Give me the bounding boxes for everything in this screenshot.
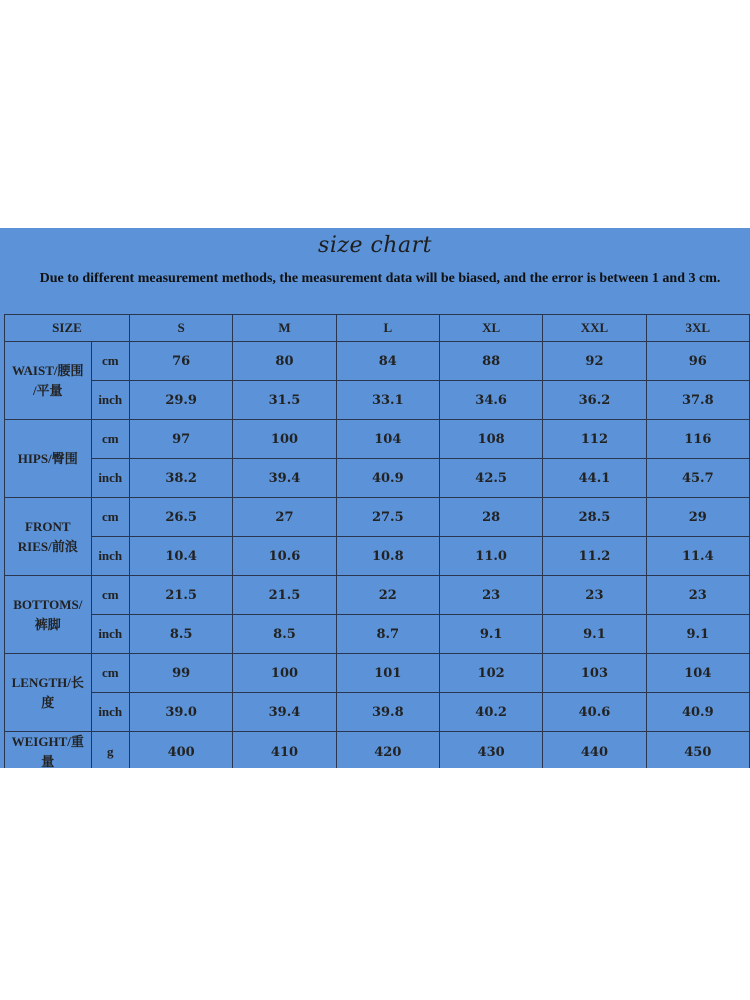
value-cell: 33.1 (336, 381, 439, 420)
measurement-label (5, 654, 92, 732)
unit-cell: cm (91, 342, 129, 381)
value-cell: 9.1 (543, 615, 646, 654)
value-cell: 29 (646, 498, 749, 537)
value-cell: 430 (439, 732, 542, 769)
value-cell: 26.5 (129, 498, 232, 537)
value-cell: 11.2 (543, 537, 646, 576)
value-cell: 100 (233, 654, 336, 693)
unit-cell: g (91, 732, 129, 769)
value-cell: 40.6 (543, 693, 646, 732)
measurement-label-line: 度 (41, 694, 55, 710)
value-cell: 11.4 (646, 537, 749, 576)
value-cell: 450 (646, 732, 749, 769)
value-cell: 102 (439, 654, 542, 693)
value-cell: 28 (439, 498, 542, 537)
unit-cell: cm (91, 498, 129, 537)
size-header-label: SIZE (5, 315, 130, 342)
value-cell: 27 (233, 498, 336, 537)
value-cell: 39.4 (233, 459, 336, 498)
value-cell: 44.1 (543, 459, 646, 498)
value-cell: 96 (646, 342, 749, 381)
unit-cell: cm (91, 576, 129, 615)
unit-cell: cm (91, 654, 129, 693)
value-cell: 112 (543, 420, 646, 459)
measurement-label-line: BOTTOMS/ (13, 596, 83, 612)
value-cell: 101 (336, 654, 439, 693)
value-cell: 8.7 (336, 615, 439, 654)
unit-cell: inch (91, 615, 129, 654)
value-cell: 88 (439, 342, 542, 381)
value-cell: 38.2 (129, 459, 232, 498)
value-cell: 23 (439, 576, 542, 615)
size-header-cell: XXL (543, 315, 646, 342)
value-cell: 31.5 (233, 381, 336, 420)
size-header-cell: S (129, 315, 232, 342)
measurement-row (5, 537, 750, 576)
value-cell: 21.5 (129, 576, 232, 615)
value-cell: 400 (129, 732, 232, 769)
unit-cell: inch (91, 381, 129, 420)
measurement-label (5, 732, 92, 769)
measurement-label-line: WEIGHT/重 (11, 734, 84, 749)
value-cell: 80 (233, 342, 336, 381)
value-cell: 39.4 (233, 693, 336, 732)
value-cell: 27.5 (336, 498, 439, 537)
value-cell: 99 (129, 654, 232, 693)
measurement-label-line: FRONT (25, 518, 71, 534)
value-cell: 92 (543, 342, 646, 381)
value-cell: 103 (543, 654, 646, 693)
chart-title: size chart (318, 233, 432, 258)
measurement-row (5, 576, 750, 615)
measurement-row (5, 732, 750, 769)
measurement-row (5, 693, 750, 732)
value-cell: 76 (129, 342, 232, 381)
value-cell: 45.7 (646, 459, 749, 498)
value-cell: 9.1 (439, 615, 542, 654)
measurement-label-line: WAIST/腰围 (11, 362, 84, 378)
value-cell: 37.8 (646, 381, 749, 420)
unit-cell: inch (91, 459, 129, 498)
value-cell: 9.1 (646, 615, 749, 654)
measurement-row (5, 615, 750, 654)
value-cell: 21.5 (233, 576, 336, 615)
measurement-row (5, 342, 750, 381)
measurement-row (5, 420, 750, 459)
value-cell: 29.9 (129, 381, 232, 420)
value-cell: 28.5 (543, 498, 646, 537)
header-row (5, 315, 750, 342)
measurement-row (5, 459, 750, 498)
value-cell: 10.4 (129, 537, 232, 576)
measurement-label-line: 量 (41, 754, 55, 768)
value-cell: 8.5 (129, 615, 232, 654)
size-header-cell: L (336, 315, 439, 342)
value-cell: 104 (336, 420, 439, 459)
value-cell: 40.9 (336, 459, 439, 498)
value-cell: 23 (646, 576, 749, 615)
value-cell: 42.5 (439, 459, 542, 498)
unit-cell: inch (91, 693, 129, 732)
value-cell: 36.2 (543, 381, 646, 420)
value-cell: 8.5 (233, 615, 336, 654)
unit-cell: cm (91, 420, 129, 459)
measurement-label (5, 342, 92, 420)
value-cell: 40.2 (439, 693, 542, 732)
measurement-label-line: 裤脚 (34, 616, 61, 632)
value-cell: 10.6 (233, 537, 336, 576)
value-cell: 440 (543, 732, 646, 769)
measurement-label-line: /平量 (32, 382, 63, 398)
measurement-label (5, 576, 92, 654)
size-table (4, 314, 750, 768)
value-cell: 100 (233, 420, 336, 459)
measurement-label-line: LENGTH/长 (11, 674, 84, 690)
size-header-cell: XL (439, 315, 542, 342)
value-cell: 97 (129, 420, 232, 459)
value-cell: 10.8 (336, 537, 439, 576)
value-cell: 23 (543, 576, 646, 615)
measurement-note: Due to different measurement methods, the measurement data will be biased, and the error is between 1 and 3 cm. (39, 271, 721, 286)
value-cell: 11.0 (439, 537, 542, 576)
value-cell: 39.8 (336, 693, 439, 732)
size-header-cell: M (233, 315, 336, 342)
size-table-body (5, 315, 750, 769)
measurement-row (5, 654, 750, 693)
measurement-label (5, 420, 92, 498)
value-cell: 116 (646, 420, 749, 459)
value-cell: 39.0 (129, 693, 232, 732)
value-cell: 420 (336, 732, 439, 769)
measurement-label (5, 498, 92, 576)
measurement-row (5, 381, 750, 420)
value-cell: 410 (233, 732, 336, 769)
value-cell: 22 (336, 576, 439, 615)
unit-cell: inch (91, 537, 129, 576)
measurement-label-line: RIES/前浪 (17, 538, 78, 554)
value-cell: 104 (646, 654, 749, 693)
size-header-cell: 3XL (646, 315, 749, 342)
value-cell: 34.6 (439, 381, 542, 420)
measurement-label-line: HIPS/臀围 (17, 450, 78, 466)
value-cell: 40.9 (646, 693, 749, 732)
value-cell: 84 (336, 342, 439, 381)
measurement-row (5, 498, 750, 537)
size-chart (0, 228, 750, 768)
value-cell: 108 (439, 420, 542, 459)
